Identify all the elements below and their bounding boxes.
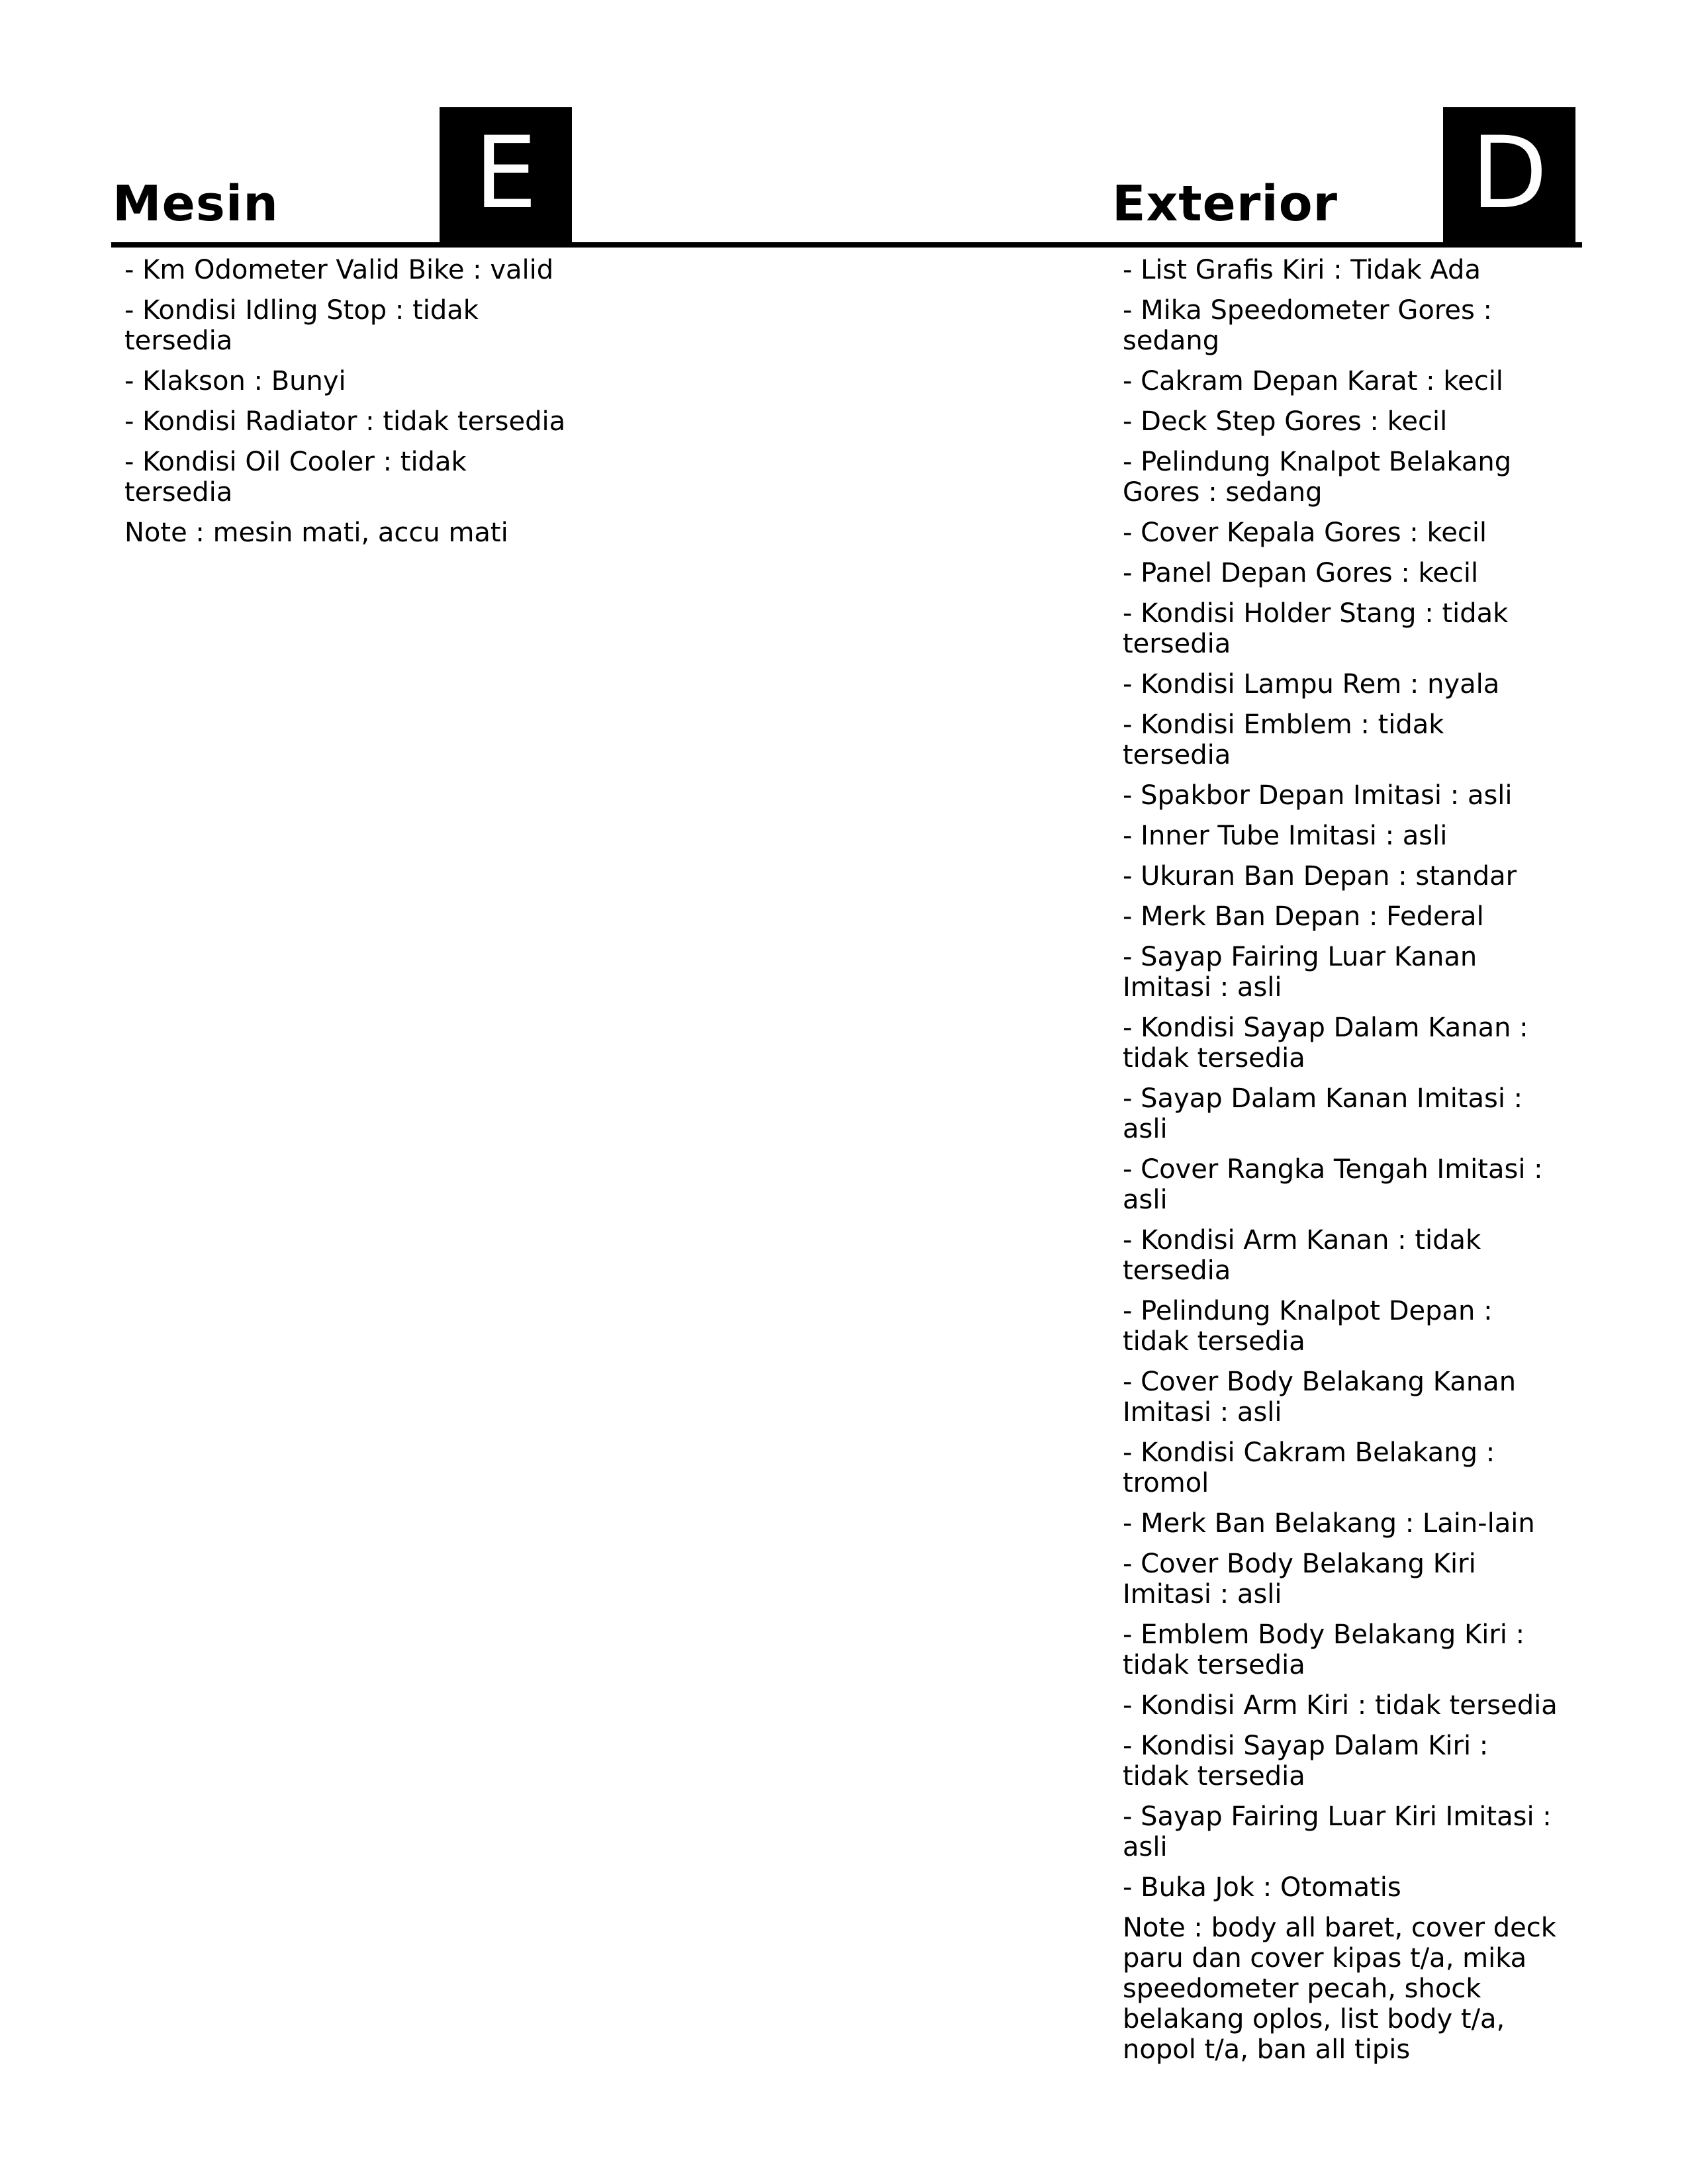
exterior-note: Note : body all baret, cover deck paru dan cover kipas t/a, mika speedometer pecah, shock belakang oplos, list body t/a, nopol t/a, ban all tipis	[1123, 1913, 1556, 2065]
exterior-item: - Kondisi Arm Kanan : tidak tersedia	[1123, 1225, 1481, 1286]
exterior-item: - Cakram Depan Karat : kecil	[1123, 366, 1503, 396]
mesin-item-list	[124, 255, 575, 558]
exterior-section-title: Exterior	[1112, 175, 1338, 232]
exterior-item: - Panel Depan Gores : kecil	[1123, 558, 1479, 588]
exterior-item: - Sayap Fairing Luar Kanan Imitasi : asli	[1123, 942, 1477, 1003]
exterior-item: - Kondisi Arm Kiri : tidak tersedia	[1123, 1690, 1558, 1721]
exterior-item: - Cover Rangka Tengah Imitasi : asli	[1123, 1154, 1543, 1215]
exterior-item: - Kondisi Emblem : tidak tersedia	[1123, 709, 1444, 770]
mesin-item: - Kondisi Idling Stop : tidak tersedia	[124, 295, 479, 356]
exterior-item: - Mika Speedometer Gores : sedang	[1123, 295, 1493, 356]
exterior-item: - Merk Ban Depan : Federal	[1123, 901, 1484, 932]
mesin-grade-badge: E	[440, 107, 572, 246]
mesin-item: - Kondisi Oil Cooler : tidak tersedia	[124, 447, 467, 508]
header-divider	[111, 242, 1582, 248]
mesin-item: - Kondisi Radiator : tidak tersedia	[124, 406, 566, 437]
exterior-item: - Cover Body Belakang Kanan Imitasi : asli	[1123, 1367, 1517, 1428]
mesin-section-title: Mesin	[113, 175, 279, 232]
mesin-item: - Km Odometer Valid Bike : valid	[124, 255, 554, 285]
mesin-item: - Klakson : Bunyi	[124, 366, 346, 396]
exterior-item-list	[1123, 255, 1560, 2075]
exterior-item: - Kondisi Sayap Dalam Kiri : tidak tersedia	[1123, 1731, 1489, 1792]
exterior-item: - Ukuran Ban Depan : standar	[1123, 861, 1517, 891]
exterior-item: - Pelindung Knalpot Belakang Gores : sedang	[1123, 447, 1512, 508]
exterior-item: - Merk Ban Belakang : Lain-lain	[1123, 1508, 1535, 1539]
exterior-item: - Cover Body Belakang Kiri Imitasi : asli	[1123, 1549, 1476, 1610]
exterior-grade-badge: D	[1443, 107, 1575, 246]
exterior-item: - Kondisi Cakram Belakang : tromol	[1123, 1437, 1495, 1498]
exterior-item: - Pelindung Knalpot Depan : tidak tersedia	[1123, 1296, 1493, 1357]
exterior-item: - Cover Kepala Gores : kecil	[1123, 518, 1487, 548]
exterior-item: - Sayap Dalam Kanan Imitasi : asli	[1123, 1083, 1523, 1144]
mesin-note: Note : mesin mati, accu mati	[124, 518, 508, 548]
exterior-item: - Kondisi Holder Stang : tidak tersedia	[1123, 598, 1509, 659]
exterior-item: - Kondisi Sayap Dalam Kanan : tidak tersedia	[1123, 1013, 1528, 1073]
exterior-item: - Sayap Fairing Luar Kiri Imitasi : asli	[1123, 1801, 1552, 1862]
exterior-item: - Kondisi Lampu Rem : nyala	[1123, 669, 1500, 700]
exterior-item: - Spakbor Depan Imitasi : asli	[1123, 780, 1513, 811]
exterior-item: - Inner Tube Imitasi : asli	[1123, 821, 1448, 851]
exterior-item: - Buka Jok : Otomatis	[1123, 1872, 1401, 1903]
exterior-item: - Emblem Body Belakang Kiri : tidak tersedia	[1123, 1619, 1525, 1680]
exterior-item: - List Grafis Kiri : Tidak Ada	[1123, 255, 1481, 285]
exterior-item: - Deck Step Gores : kecil	[1123, 406, 1448, 437]
